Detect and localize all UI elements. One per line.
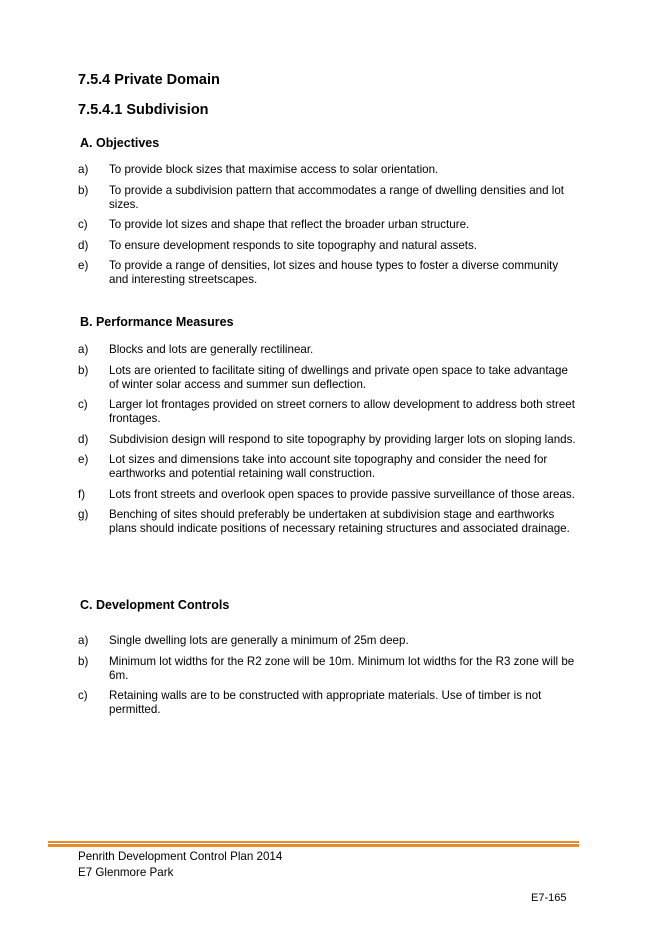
performance-list	[78, 343, 578, 543]
list-marker: b)	[78, 363, 89, 377]
list-marker: e)	[78, 259, 89, 272]
list-marker: a)	[78, 634, 89, 647]
list-marker: c)	[78, 398, 88, 411]
list-text: To provide lot sizes and shape that reflect the broader urban structure.	[109, 218, 470, 231]
list-text: Benching of sites should preferably be undertaken at subdivision stage and earthworks plans should indicate positions of necessary retaining structures and associated drainage.	[109, 508, 570, 535]
list-item	[78, 218, 578, 232]
objectives-heading: A. Objectives	[80, 136, 160, 150]
list-marker: b)	[78, 654, 89, 668]
footer-rule-bottom	[48, 844, 579, 847]
list-text: Lots front streets and overlook open spaces to provide passive surveillance of those areas.	[109, 487, 575, 501]
footer-section-title: E7 Glenmore Park	[78, 866, 174, 879]
list-text: Lots are oriented to facilitate siting of dwellings and private open space to take advantage of winter solar access and summer sun deflection.	[109, 363, 568, 391]
list-text: Blocks and lots are generally rectilinear.	[109, 343, 314, 356]
list-item	[78, 163, 578, 177]
list-text: To ensure development responds to site topography and natural assets.	[109, 238, 478, 252]
list-text: Subdivision design will respond to site topography by providing larger lots on sloping lands.	[109, 432, 576, 446]
page-number: E7-165	[531, 892, 567, 904]
list-text: Single dwelling lots are generally a minimum of 25m deep.	[109, 634, 409, 647]
list-text: To provide a subdivision pattern that accommodates a range of dwelling densities and lot sizes.	[109, 183, 565, 211]
list-item	[78, 508, 578, 536]
list-item	[78, 364, 578, 392]
list-text: To provide block sizes that maximise access to solar orientation.	[109, 163, 439, 176]
list-text: Retaining walls are to be constructed with appropriate materials. Use of timber is not permitted.	[109, 689, 542, 716]
list-text: Lot sizes and dimensions take into account site topography and consider the need for earthworks and potential retaining wall construction.	[109, 453, 548, 480]
list-item	[78, 259, 578, 287]
controls-heading: C. Development Controls	[80, 598, 230, 612]
list-text: Larger lot frontages provided on street corners to allow development to address both street frontages.	[109, 398, 575, 425]
list-marker: b)	[78, 183, 89, 197]
list-item	[78, 689, 578, 717]
list-text: To provide a range of densities, lot sizes and house types to foster a diverse community and interesting streetscapes.	[109, 259, 559, 286]
section-title: 7.5.4 Private Domain	[78, 72, 220, 88]
controls-list	[78, 634, 578, 724]
list-marker: f)	[78, 487, 86, 501]
list-marker: g)	[78, 508, 89, 521]
footer-document-title: Penrith Development Control Plan 2014	[78, 850, 283, 863]
list-marker: c)	[78, 689, 88, 702]
list-text: Minimum lot widths for the R2 zone will be 10m. Minimum lot widths for the R3 zone will be 6m.	[109, 654, 575, 682]
list-marker: a)	[78, 343, 89, 356]
list-marker: a)	[78, 163, 89, 176]
list-item	[78, 184, 578, 212]
list-item	[78, 655, 578, 683]
list-item	[78, 634, 578, 648]
list-item	[78, 239, 578, 253]
subsection-title: 7.5.4.1 Subdivision	[78, 102, 209, 118]
list-item	[78, 343, 578, 357]
list-item	[78, 398, 578, 426]
list-item	[78, 453, 578, 481]
objectives-list	[78, 163, 578, 294]
list-marker: d)	[78, 238, 89, 252]
footer-rule-top	[48, 841, 579, 843]
list-item	[78, 488, 578, 502]
list-marker: c)	[78, 218, 88, 231]
list-item	[78, 433, 578, 447]
performance-heading: B. Performance Measures	[80, 315, 234, 329]
list-marker: d)	[78, 432, 89, 446]
list-marker: e)	[78, 453, 89, 466]
